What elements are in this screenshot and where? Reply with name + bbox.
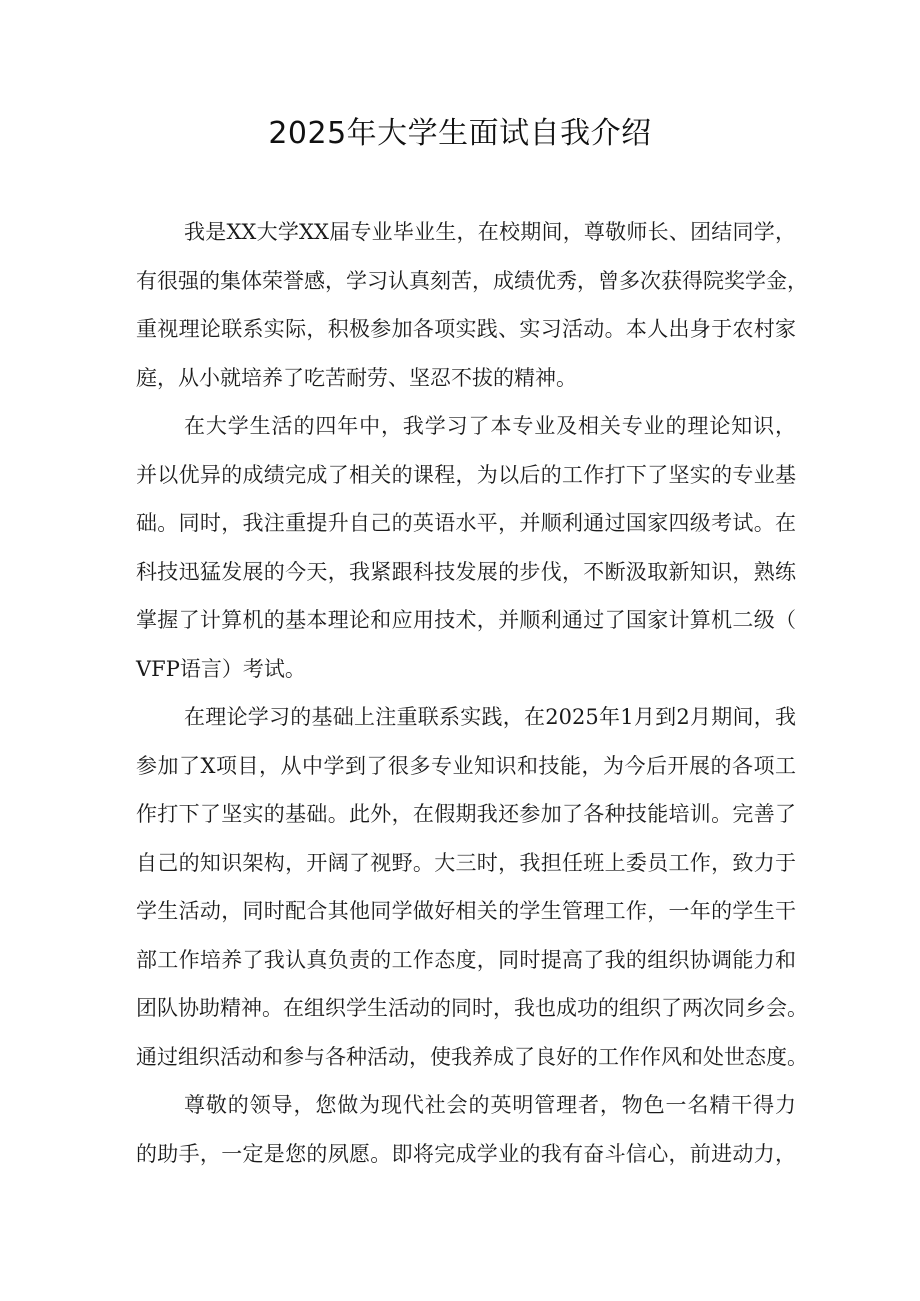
paragraph-line: 重视理论联系实际，积极参加各项实践、实习活动。本人出身于农村家 (136, 317, 796, 341)
paragraph-line: 部工作培养了我认真负责的工作态度，同时提高了我的组织协调能力和 (136, 947, 796, 972)
document-title: 2025年大学生面试自我介绍 (268, 116, 652, 151)
paragraph-line: 础。同时，我注重提升自己的英语水平，并顺利通过国家四级考试。在 (136, 511, 796, 535)
paragraph-line: 科技迅猛发展的今天，我紧跟科技发展的步伐，不断汲取新知识，熟练 (136, 559, 796, 584)
document-body (136, 208, 808, 1178)
paragraph-line: 我是XX大学XX届专业毕业生，在校期间，尊敬师长、团结同学， (184, 220, 796, 244)
paragraph-3 (136, 693, 808, 1081)
paragraph-line: 学生活动，同时配合其他同学做好相关的学生管理工作，一年的学生干 (136, 899, 796, 923)
paragraph-line: 并以优异的成绩完成了相关的课程，为以后的工作打下了坚实的专业基 (136, 462, 796, 487)
paragraph-1 (136, 208, 808, 402)
paragraph-line: 参加了X项目，从中学到了很多专业知识和技能，为今后开展的各项工 (136, 753, 796, 778)
paragraph-2 (136, 402, 796, 693)
paragraph-line: 的助手，一定是您的夙愿。即将完成学业的我有奋斗信心，前进动力， (136, 1141, 796, 1166)
paragraph-line: 自己的知识架构，开阔了视野。大三时，我担任班上委员工作，致力于 (136, 850, 796, 875)
paragraph-line: 在理论学习的基础上注重联系实践，在2025年1月到2月期间，我 (184, 705, 796, 729)
paragraph-line: 在大学生活的四年中，我学习了本专业及相关专业的理论知识， (184, 414, 796, 438)
paragraph-line: 作打下了坚实的基础。此外，在假期我还参加了各种技能培训。完善了 (136, 802, 796, 826)
paragraph-line: 尊敬的领导，您做为现代社会的英明管理者，物色一名精干得力 (184, 1093, 796, 1117)
paragraph-line: 掌握了计算机的基本理论和应用技术，并顺利通过了国家计算机二级（ (136, 608, 796, 632)
paragraph-line: VFP语言）考试。 (136, 656, 306, 681)
paragraph-line: 有很强的集体荣誉感，学习认真刻苦，成绩优秀，曾多次获得院奖学金， (136, 268, 808, 293)
paragraph-line: 庭，从小就培养了吃苦耐劳、坚忍不拔的精神。 (136, 365, 577, 390)
paragraph-line: 团队协助精神。在组织学生活动的同时，我也成功的组织了两次同乡会。 (136, 996, 808, 1020)
paragraph-line: 通过组织活动和参与各种活动，使我养成了良好的工作作风和处世态度。 (136, 1044, 808, 1069)
paragraph-4 (136, 1081, 796, 1178)
